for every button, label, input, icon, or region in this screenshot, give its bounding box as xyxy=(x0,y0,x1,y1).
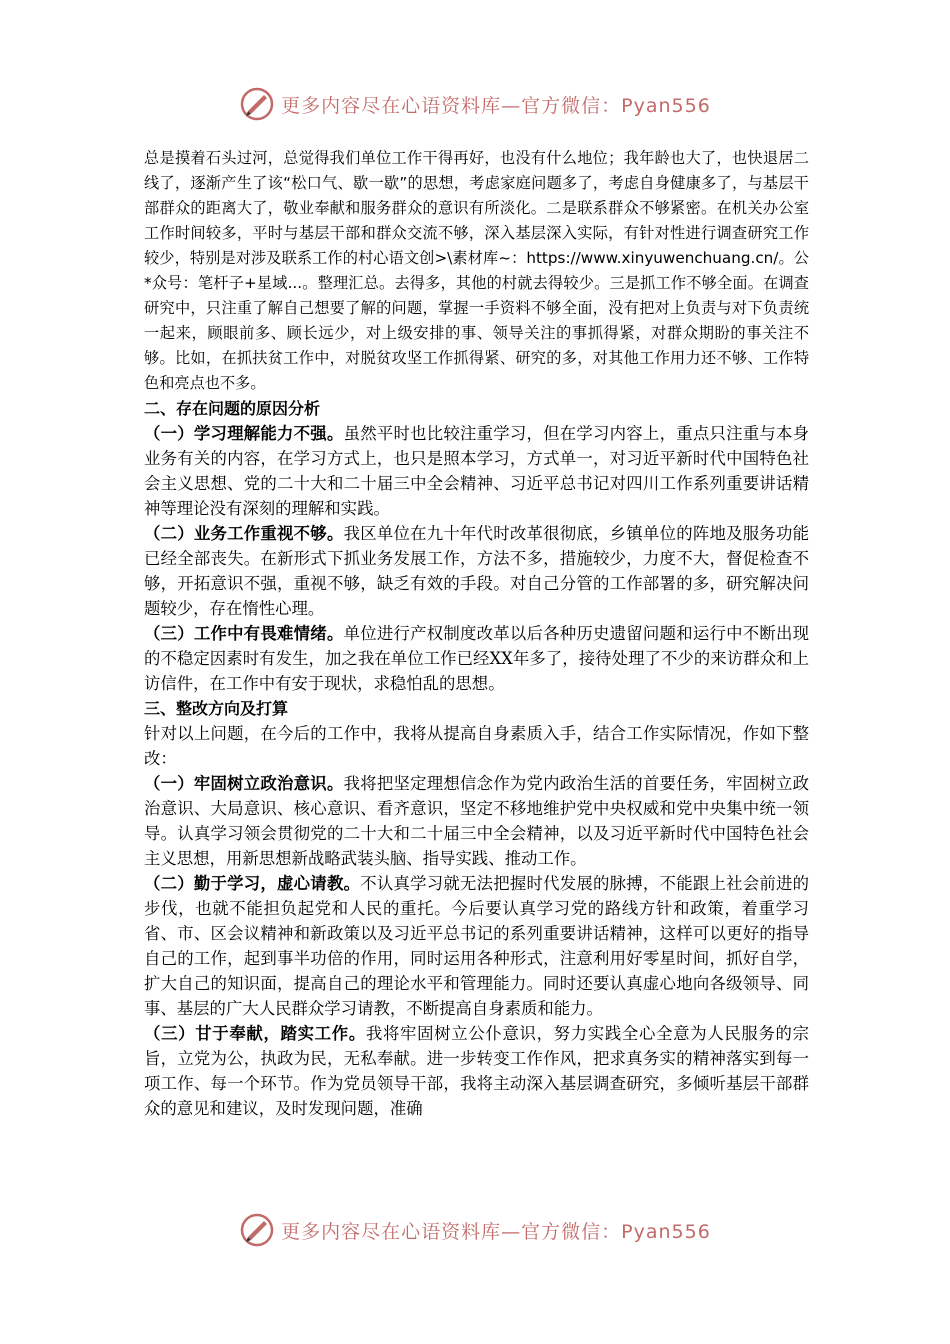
section-heading-causes: 二、存在问题的原因分析 xyxy=(144,399,321,418)
paragraph-cause-1: （一）学习理解能力不强。虽然平时也比较注重学习，但在学习内容上，重点只注重与本身业务有关的内容，在学习方式上，也只是照本学习，方式单一，对习近平新时代中国特色社会主义思想、党的二十大和二十届三中全会精神、习近平总书记对四川工作系列重要讲话精神等理论没有深刻的理解和实践。 xyxy=(144,424,810,518)
section-heading-rectification: 三、整改方向及打算 xyxy=(144,699,289,718)
document-body xyxy=(144,146,809,1121)
banner-text: 更多内容尽在心语资料库—官方微信：Pyan556 xyxy=(281,94,711,117)
paragraph-continued: 总是摸着石头过河，总觉得我们单位工作干得再好，也没有什么地位；我年龄也大了，也快退居二线了，逐渐产生了该“松口气、歇一歇”的思想，考虑家庭问题多了，考虑自身健康多了，与基层干部群众的距离大了，敬业奉献和服务群众的意识有所淡化。二是联系群众不够紧密。在机关办公室工作时间较多，平时与基层干部和群众交流不够，深入基层深入实际，有针对性进行调查研究工作较少，特别是对涉及联系工作的村心语文创>\素材库~：https://www.xinyuwenchuang.cn/。公*众号：笔杆子+星域...。整理汇总。去得多，其他的村就去得较少。三是抓工作不够全面。在调查研究中，只注重了解自己想要了解的问题，掌握一手资料不够全面，没有把对上负责与对下负责统一起来，顾眼前多、顾长远少，对上级安排的事、领导关注的事抓得紧，对群众期盼的事关注不够。比如，在抓扶贫工作中，对脱贫攻坚工作抓得紧、研究的多，对其他工作用力还不够、工作特色和亮点也不多。 xyxy=(144,149,809,392)
paragraph-cause-2: （二）业务工作重视不够。我区单位在九十年代时改革很彻底，乡镇单位的阵地及服务功能已经全部丧失。在新形式下抓业务发展工作，方法不多，措施较少，力度不大，督促检查不够，开拓意识不强，重视不够，缺乏有效的手段。对自己分管的工作部署的多，研究解决问题较少，存在惰性心理。 xyxy=(144,524,810,618)
footer-banner xyxy=(0,1210,950,1250)
header-banner xyxy=(0,84,950,124)
paragraph-measure-3: （三）甘于奉献，踏实工作。我将牢固树立公仆意识，努力实践全心全意为人民服务的宗旨，立党为公，执政为民，无私奉献。进一步转变工作作风，把求真务实的精神落实到每一项工作、每一个环节。作为党员领导干部，我将主动深入基层调查研究，多倾听基层干部群众的意见和建议，及时发现问题，准确 xyxy=(144,1024,810,1118)
red-pen-circle-icon xyxy=(239,86,275,122)
paragraph-intro: 针对以上问题，在今后的工作中，我将从提高自身素质入手，结合工作实际情况，作如下整改： xyxy=(144,724,809,768)
red-pen-circle-icon xyxy=(239,1212,275,1248)
paragraph-measure-1: （一）牢固树立政治意识。我将把坚定理想信念作为党内政治生活的首要任务，牢固树立政治意识、大局意识、核心意识、看齐意识，坚定不移地维护党中央权威和党中央集中统一领导。认真学习领会贯彻党的二十大和二十届三中全会精神，以及习近平新时代中国特色社会主义思想，用新思想新战略武装头脑、指导实践、推动工作。 xyxy=(144,774,810,868)
paragraph-cause-3: （三）工作中有畏难情绪。单位进行产权制度改革以后各种历史遗留问题和运行中不断出现的不稳定因素时有发生，加之我在单位工作已经XX年多了，接待处理了不少的来访群众和上访信件，在工作中有安于现状，求稳怕乱的思想。 xyxy=(144,624,810,693)
paragraph-measure-2: （二）勤于学习，虚心请教。不认真学习就无法把握时代发展的脉搏，不能跟上社会前进的步伐，也就不能担负起党和人民的重托。今后要认真学习党的路线方针和政策，着重学习省、市、区会议精神和新政策以及习近平总书记的系列重要讲话精神，这样可以更好的指导自己的工作，起到事半功倍的作用，同时运用各种形式，注意利用好零星时间，抓好自学，扩大自己的知识面，提高自己的理论水平和管理能力。同时还要认真虚心地向各级领导、同事、基层的广大人民群众学习请教，不断提高自身素质和能力。 xyxy=(144,874,809,1018)
banner-text: 更多内容尽在心语资料库—官方微信：Pyan556 xyxy=(281,1220,711,1243)
